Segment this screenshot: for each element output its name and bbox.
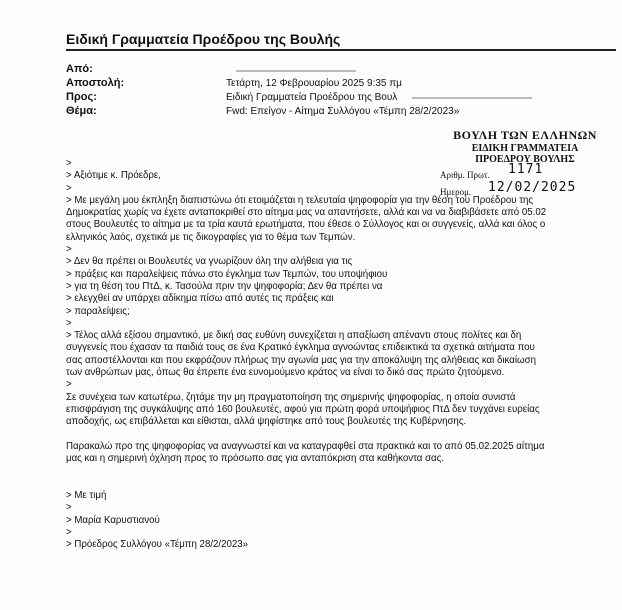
body-line: > <box>66 379 72 391</box>
sent-value: Τετάρτη, 12 Φεβρουαρίου 2025 9:35 πμ <box>226 78 402 89</box>
body-line: αποδοχής, ως επιβάλλεται και είθισται, αλλά ψηφίστηκε από τους βουλευτές της Κυβέρνησης. <box>66 416 467 428</box>
body-line <box>66 429 618 441</box>
stamp-line-2: ΕΙΔΙΚΗ ΓΡΑΜΜΑΤΕΙΑ <box>471 143 579 154</box>
body-line: > <box>66 526 72 538</box>
body-line: στους Βουλευτές το αίτημα με τα τρία καυτά ερωτήματα, που έθεσε ο Σύλλογος και οι συγγενείς, αλλά και όλος ο <box>66 219 546 231</box>
body-line: συγγενείς που έχασαν τα παιδιά τους σε ένα Κρατικό έγκλημα αγνοώντας επιδεικτικά τα σχετικά αιτήματα που <box>66 342 535 354</box>
body-line: > Αξιότιμε κ. Πρόεδρε, <box>66 170 161 182</box>
stamp-date-label: Ημερομ. <box>440 187 472 197</box>
stamp-date-value: 12/02/2025 <box>488 180 577 195</box>
body-line: > Με τιμή <box>66 490 107 502</box>
redacted-from <box>236 70 356 72</box>
body-line: > Τέλος αλλά εξίσου σημαντικό, με δική σας ευθύνη συνεχίζεται η απαξίωση απέναντι στους πολίτες και δη <box>66 330 522 342</box>
body-line <box>66 478 618 490</box>
body-line: > ελεγχθεί αν υπάρχει αδίκημα πίσω από αυτές τις πράξεις και <box>66 293 334 305</box>
stamp-protocol-value: 1171 <box>508 162 544 177</box>
stamp-line-3: ΠΡΟΕΔΡΟΥ ΒΟΥΛΗΣ <box>475 154 575 165</box>
body-line: Παρακαλώ προ της ψηφοφορίας να αναγνωστεί και να καταγραφθεί στα πρακτικά και το από 05.02.2025 αίτημα <box>66 440 545 452</box>
body-line: > πράξεις και παραλείψεις πάνω στο έγκλημα των Τεμπών, του υποψήφιου <box>66 268 388 280</box>
body-line: ελληνικός λαός, σχετικά με τις δικογραφίες για το θέμα των Τεμπών. <box>66 231 356 243</box>
body-line: > Πρόεδρος Συλλόγου «Τέμπη 28/2/2023» <box>66 539 249 551</box>
document-header-title: Ειδική Γραμματεία Προέδρου της Βουλής <box>66 31 341 47</box>
body-line: > <box>66 158 72 169</box>
body-line: > <box>66 244 72 256</box>
body-line: Σε συνέχεια των κατωτέρω, ζητάμε την μη πραγματοποίηση της σημερινής ψηφοφορίας, η οποία συνιστά <box>66 391 516 403</box>
subject-value: Fwd: Επείγον - Αίτημα Συλλόγου «Τέμπη 28/2/2023» <box>226 106 460 117</box>
body-line <box>66 465 618 477</box>
body-line: > για τη θέση του ΠτΔ, κ. Τασούλα πριν την ψηφοφορία; Δεν θα πρέπει να <box>66 280 383 292</box>
body-line: > Δεν θα πρέπει οι Βουλευτές να γνωρίζουν όλη την αλήθεια για τις <box>66 256 353 268</box>
body-line: > <box>66 317 72 329</box>
redacted-to <box>412 97 532 99</box>
body-line: > <box>66 182 72 194</box>
body-line: > Μαρία Καρυστιανού <box>66 514 160 526</box>
stamp-line-1: ΒΟΥΛΗ ΤΩΝ ΕΛΛΗΝΩΝ <box>453 128 597 142</box>
body-line: Δημοκρατίας χωρίς να έχετε ανταποκριθεί στο αίτημα μας να απαντήσετε, αλλά και να να διαβιβάσετε από 05.02 <box>66 207 547 219</box>
body-line: > παραλείψεις; <box>66 305 130 317</box>
stamp-protocol-label: Αριθμ. Πρωτ. <box>440 170 490 180</box>
body-line: > <box>66 502 72 514</box>
body-line: των ανθρώπων μας, όπως θα έπρεπε ένα ευνομούμενο κράτος να είναι το δικό σας πρώτο ζητούμενο. <box>66 367 505 379</box>
subject-label: Θέμα: <box>66 105 97 117</box>
body-line: επισφράγιση της συγκάλυψης από 160 βουλευτές, αφού για πρώτη φορά υποψήφιος ΠτΔ δεν τυγχάνει ευρείας <box>66 403 540 415</box>
from-label: Από: <box>66 63 93 75</box>
body-line: σας αποστέλλονται και που εκφράζουν πλήρως την αγωνία μας για την αποκάλυψη της αλήθειας και δικαίωση <box>66 354 536 366</box>
sent-label: Αποστολή: <box>66 77 125 89</box>
to-label: Προς: <box>66 91 97 103</box>
letter-body <box>66 158 618 552</box>
to-value: Ειδική Γραμματεία Προέδρου της Βουλ <box>226 92 398 103</box>
body-line: μας και η σημερινή όχληση προς το πρόσωπο σας για ανταπόκριση στα καθήκοντα σας. <box>66 453 445 465</box>
body-line: > Με μεγάλη μου έκπληξη διαπιστώνω ότι ετοιμάζεται η τελευταία ψηφοφορία για την θέση του Προέδρου της <box>66 194 534 206</box>
header-rule <box>66 49 616 51</box>
